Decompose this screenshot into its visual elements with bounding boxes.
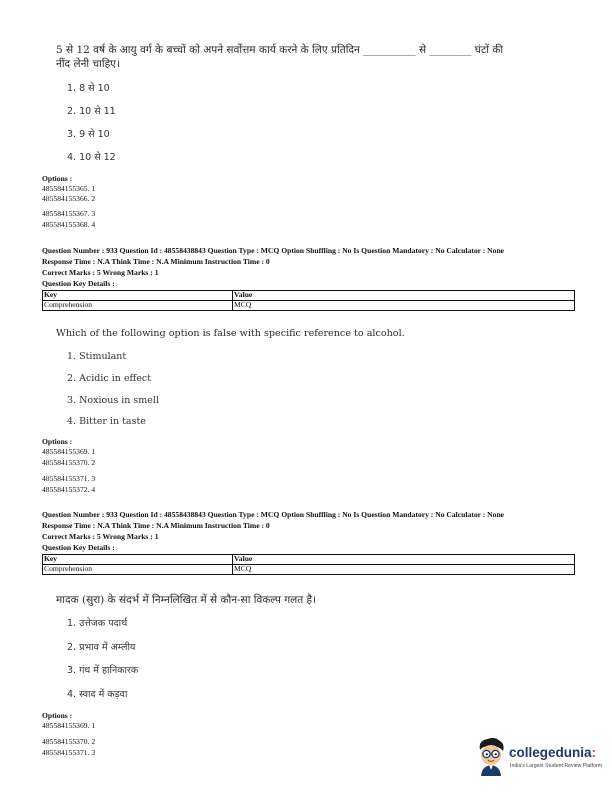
q2-option-id-3: 485584155371. 3	[42, 474, 96, 483]
q2-choice-4: 4. Bitter in taste	[67, 416, 146, 427]
q2-choice-1: 1. Stimulant	[67, 351, 127, 362]
q1-choice-1: 1. 8 से 10	[67, 83, 110, 94]
q2-choice-3: 3. Noxious in smell	[67, 395, 160, 406]
q1-choice-3: 3. 9 से 10	[67, 129, 110, 140]
q3-key-table	[42, 554, 575, 575]
question-2-text: Which of the following option is false with specific reference to alcohol.	[56, 328, 405, 339]
q2-meta-line4: Question Key Details :	[42, 279, 115, 288]
collegedunia-logo	[474, 736, 608, 776]
logo-brand-text	[509, 745, 596, 760]
q3-option-id-1: 485584155369. 1	[42, 721, 96, 730]
q3-choice-3: 3. गंध में हानिकारक	[67, 665, 139, 676]
q2-key-cell: Comprehension	[43, 301, 233, 311]
q2-option-id-2: 485584155370. 2	[42, 458, 96, 467]
q3-option-id-2: 485584155370. 2	[42, 737, 96, 746]
question-3-text: मादक (सुरा) के संदर्भ में निम्नलिखित में से कौन-सा विकल्प गलत है।	[56, 594, 317, 606]
q1-option-id-3: 485584155367. 3	[42, 209, 96, 218]
question-1-line1: 5 से 12 वर्ष के आयु वर्ग के बच्चों को अपने सर्वोत्तम कार्य करने के लिए प्रतिदिन __________ से ________ घंटों की	[56, 44, 504, 56]
q2-options-label: Options :	[42, 437, 73, 446]
q3-option-id-3: 485584155371. 3	[42, 748, 96, 757]
q2-value-header: Value	[233, 291, 575, 301]
q2-key-header: Key	[43, 291, 233, 301]
q3-choice-4: 4. स्वाद में कड़वा	[67, 689, 128, 700]
q3-choice-2: 2. प्रभाव में अम्लीय	[67, 642, 136, 653]
q3-key-cell: Comprehension	[43, 565, 233, 575]
logo-tagline: India's Largest Student Review Platform	[510, 763, 603, 769]
q2-meta-line3: Correct Marks : 5 Wrong Marks : 1	[42, 268, 159, 277]
q3-meta-line1: Question Number : 933 Question Id : 48558438843 Question Type : MCQ Option Shuffling : No Is Question Mandatory : No Calculator : None	[42, 510, 505, 519]
question-1-line2: नींद लेनी चाहिए।	[56, 58, 120, 70]
logo-brand: collegedunia	[509, 745, 592, 760]
student-mascot-icon	[474, 736, 508, 776]
q3-value-cell: MCQ	[233, 565, 575, 575]
q3-meta-line3: Correct Marks : 5 Wrong Marks : 1	[42, 532, 159, 541]
q3-key-header: Key	[43, 555, 233, 565]
q3-meta-line2: Response Time : N.A Think Time : N.A Minimum Instruction Time : 0	[42, 521, 270, 530]
q2-meta-line2: Response Time : N.A Think Time : N.A Minimum Instruction Time : 0	[42, 257, 270, 266]
q2-meta-line1: Question Number : 933 Question Id : 48558438843 Question Type : MCQ Option Shuffling : No Is Question Mandatory : No Calculator : None	[42, 246, 505, 255]
q2-key-table	[42, 290, 575, 311]
q1-options-label: Options :	[42, 174, 73, 183]
q2-option-id-1: 485584155369. 1	[42, 447, 96, 456]
q1-choice-2: 2. 10 से 11	[67, 106, 116, 117]
q3-options-label: Options :	[42, 711, 73, 720]
q2-choice-2: 2. Acidic in effect	[67, 373, 152, 384]
q3-choice-1: 1. उत्तेजक पदार्थ	[67, 618, 128, 629]
question-1-text	[56, 43, 576, 71]
q2-value-cell: MCQ	[233, 301, 575, 311]
logo-mark-dot: :	[591, 745, 597, 760]
q3-meta-line4: Question Key Details :	[42, 543, 115, 552]
q1-choice-4: 4. 10 से 12	[67, 152, 116, 163]
q2-option-id-4: 485584155372. 4	[42, 485, 96, 494]
q1-option-id-4: 485584155368. 4	[42, 220, 96, 229]
q3-value-header: Value	[233, 555, 575, 565]
q1-option-id-1: 485584155365. 1	[42, 184, 96, 193]
q1-option-id-2: 485584155366. 2	[42, 194, 96, 203]
